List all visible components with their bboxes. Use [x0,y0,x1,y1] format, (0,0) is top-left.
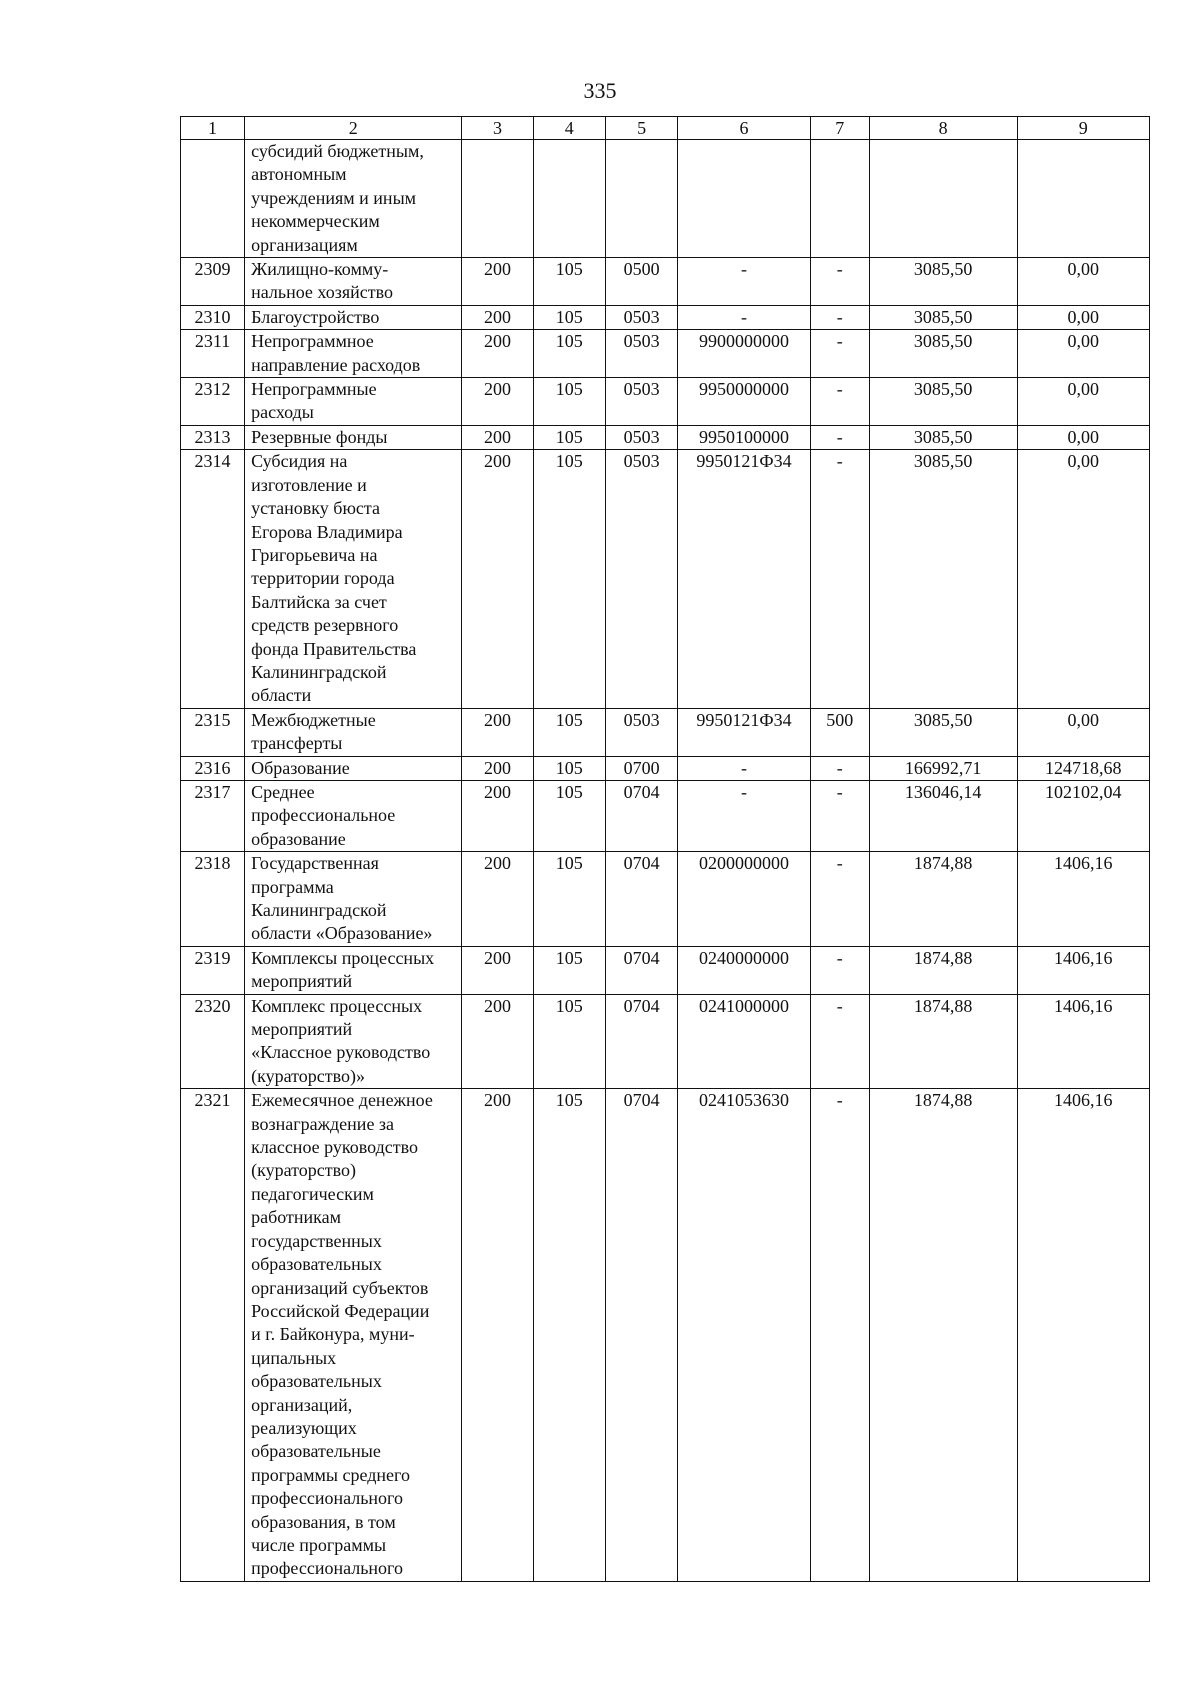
amount-col9-cell: 1406,16 [1017,946,1149,994]
row-number-cell: 2315 [181,708,245,756]
row-number-cell [181,140,245,258]
expense-name-text: Жилищно-комму- нальное хозяйство [251,259,393,303]
expense-type-cell: - [810,258,869,306]
section-code-cell: 0503 [605,378,677,426]
amount-col9-cell: 1406,16 [1017,852,1149,947]
expense-type-cell: - [810,425,869,449]
ministry-code-cell: 200 [462,378,533,426]
row-number-cell: 2318 [181,852,245,947]
amount-col8-cell: 136046,14 [869,780,1017,851]
target-article-cell: - [678,258,810,306]
target-article-cell: 0240000000 [678,946,810,994]
section-code-cell: 0503 [605,330,677,378]
row-number-cell: 2321 [181,1089,245,1582]
row-number-cell: 2312 [181,378,245,426]
expense-name-cell [245,946,462,994]
amount-col8-cell: 1874,88 [869,994,1017,1089]
target-article-cell: 9900000000 [678,330,810,378]
code-4-cell: 105 [533,330,605,378]
row-number-cell: 2313 [181,425,245,449]
ministry-code-cell: 200 [462,1089,533,1582]
ministry-code-cell: 200 [462,756,533,780]
table-row [181,140,1150,258]
table-row [181,756,1150,780]
amount-col9-cell: 0,00 [1017,708,1149,756]
row-number-cell: 2316 [181,756,245,780]
ministry-code-cell: 200 [462,425,533,449]
target-article-cell: 0241000000 [678,994,810,1089]
table-row [181,708,1150,756]
ministry-code-cell: 200 [462,450,533,708]
table-row [181,378,1150,426]
amount-col8-cell: 1874,88 [869,1089,1017,1582]
expense-type-cell: - [810,330,869,378]
column-header: 4 [533,117,605,140]
row-number-cell: 2314 [181,450,245,708]
section-code-cell: 0503 [605,450,677,708]
code-4-cell: 105 [533,305,605,329]
expense-name-cell [245,852,462,947]
row-number-cell: 2320 [181,994,245,1089]
row-number-cell: 2309 [181,258,245,306]
ministry-code-cell [462,140,533,258]
table-row [181,852,1150,947]
amount-col8-cell: 1874,88 [869,852,1017,947]
expense-name-text: Межбюджетные трансферты [251,709,376,754]
code-4-cell: 105 [533,378,605,426]
amount-col9-cell: 0,00 [1017,450,1149,708]
target-article-cell: - [678,780,810,851]
target-article-cell [678,140,810,258]
page-number: 335 [583,78,617,103]
amount-col9-cell: 102102,04 [1017,780,1149,851]
target-article-cell: 9950121Ф34 [678,708,810,756]
code-4-cell: 105 [533,1089,605,1582]
expense-name-text: Непрограммное направление расходов [251,331,421,375]
table-row [181,330,1150,378]
expense-name-text: Государственная программа Калининградской области «Образование» [251,853,433,944]
code-4-cell: 105 [533,708,605,756]
column-header: 9 [1017,117,1149,140]
row-number-cell: 2311 [181,330,245,378]
code-4-cell: 105 [533,756,605,780]
expense-name-cell [245,330,462,378]
target-article-cell: 9950121Ф34 [678,450,810,708]
amount-col8-cell: 1874,88 [869,946,1017,994]
expense-type-cell: 500 [810,708,869,756]
section-code-cell: 0704 [605,1089,677,1582]
table-body [181,140,1150,1582]
code-4-cell: 105 [533,994,605,1089]
column-number-header-row [181,117,1150,140]
amount-col9-cell [1017,140,1149,258]
expense-name-text: Резервные фонды [251,426,388,447]
target-article-cell: 9950000000 [678,378,810,426]
expense-name-text: Комплексы процессных мероприятий [251,947,435,992]
code-4-cell: 105 [533,258,605,306]
column-header: 6 [678,117,810,140]
table-row [181,1089,1150,1582]
amount-col8-cell: 3085,50 [869,305,1017,329]
expense-name-text: Субсидия на изготовление и установку бюста Егорова Владимира Григорьевича на территории города Балтийска за счет средств резервного фонда Правительства Калининградской области [251,451,417,706]
expense-name-cell [245,756,462,780]
column-header: 2 [245,117,462,140]
expense-name-cell [245,780,462,851]
row-number-cell: 2310 [181,305,245,329]
budget-table [180,116,1150,1582]
expense-type-cell: - [810,756,869,780]
ministry-code-cell: 200 [462,946,533,994]
expense-type-cell: - [810,1089,869,1582]
table-row [181,994,1150,1089]
column-header: 8 [869,117,1017,140]
expense-type-cell: - [810,450,869,708]
section-code-cell: 0704 [605,994,677,1089]
amount-col8-cell: 3085,50 [869,378,1017,426]
amount-col9-cell: 124718,68 [1017,756,1149,780]
amount-col8-cell: 3085,50 [869,258,1017,306]
expense-name-cell [245,994,462,1089]
expense-name-text: Комплекс процессных мероприятий «Классное руководство (кураторство)» [251,995,431,1086]
expense-name-text: субсидий бюджетным, автономным учреждениям и иным некоммерческим организациям [251,141,424,255]
expense-name-cell [245,450,462,708]
table-row [181,425,1150,449]
section-code-cell: 0700 [605,756,677,780]
ministry-code-cell: 200 [462,852,533,947]
expense-name-text: Образование [251,757,350,778]
code-4-cell [533,140,605,258]
amount-col8-cell: 3085,50 [869,450,1017,708]
target-article-cell: 9950100000 [678,425,810,449]
expense-name-text: Ежемесячное денежное вознаграждение за классное руководство (кураторство) педагогическим работникам государственных образовательных организаций субъектов Российской Федерации и г. Байконура, муни- ципальных образовательных организаций, реализующих образовательные программы среднего профессионального образования, в том числе программы профессионального [251,1090,433,1579]
expense-type-cell: - [810,378,869,426]
expense-type-cell: - [810,305,869,329]
table-row [181,450,1150,708]
expense-name-cell [245,305,462,329]
section-code-cell: 0704 [605,946,677,994]
ministry-code-cell: 200 [462,780,533,851]
code-4-cell: 105 [533,852,605,947]
amount-col9-cell: 0,00 [1017,378,1149,426]
amount-col8-cell: 166992,71 [869,756,1017,780]
section-code-cell: 0503 [605,708,677,756]
expense-type-cell: - [810,852,869,947]
amount-col8-cell: 3085,50 [869,330,1017,378]
expense-name-cell [245,1089,462,1582]
target-article-cell: - [678,756,810,780]
expense-name-text: Благоустройство [251,306,380,327]
section-code-cell: 0503 [605,425,677,449]
section-code-cell [605,140,677,258]
ministry-code-cell: 200 [462,994,533,1089]
column-header: 3 [462,117,533,140]
section-code-cell: 0503 [605,305,677,329]
expense-name-cell [245,258,462,306]
expense-type-cell: - [810,946,869,994]
code-4-cell: 105 [533,946,605,994]
table-row [181,946,1150,994]
table-row [181,780,1150,851]
expense-name-cell [245,378,462,426]
ministry-code-cell: 200 [462,330,533,378]
code-4-cell: 105 [533,450,605,708]
column-header: 7 [810,117,869,140]
table-row [181,258,1150,306]
amount-col8-cell: 3085,50 [869,425,1017,449]
amount-col9-cell: 0,00 [1017,330,1149,378]
table-row [181,305,1150,329]
ministry-code-cell: 200 [462,708,533,756]
column-header: 5 [605,117,677,140]
expense-name-cell [245,708,462,756]
amount-col9-cell: 0,00 [1017,258,1149,306]
section-code-cell: 0704 [605,852,677,947]
section-code-cell: 0500 [605,258,677,306]
code-4-cell: 105 [533,780,605,851]
expense-type-cell: - [810,994,869,1089]
row-number-cell: 2317 [181,780,245,851]
expense-type-cell: - [810,780,869,851]
amount-col9-cell: 0,00 [1017,305,1149,329]
amount-col8-cell [869,140,1017,258]
expense-name-text: Среднее профессиональное образование [251,781,396,849]
amount-col9-cell: 0,00 [1017,425,1149,449]
code-4-cell: 105 [533,425,605,449]
ministry-code-cell: 200 [462,258,533,306]
target-article-cell: - [678,305,810,329]
target-article-cell: 0241053630 [678,1089,810,1582]
column-header: 1 [181,117,245,140]
ministry-code-cell: 200 [462,305,533,329]
amount-col8-cell: 3085,50 [869,708,1017,756]
section-code-cell: 0704 [605,780,677,851]
expense-type-cell [810,140,869,258]
row-number-cell: 2319 [181,946,245,994]
target-article-cell: 0200000000 [678,852,810,947]
expense-name-cell [245,425,462,449]
expense-name-text: Непрограммные расходы [251,379,377,423]
expense-name-cell [245,140,462,258]
amount-col9-cell: 1406,16 [1017,994,1149,1089]
amount-col9-cell: 1406,16 [1017,1089,1149,1582]
